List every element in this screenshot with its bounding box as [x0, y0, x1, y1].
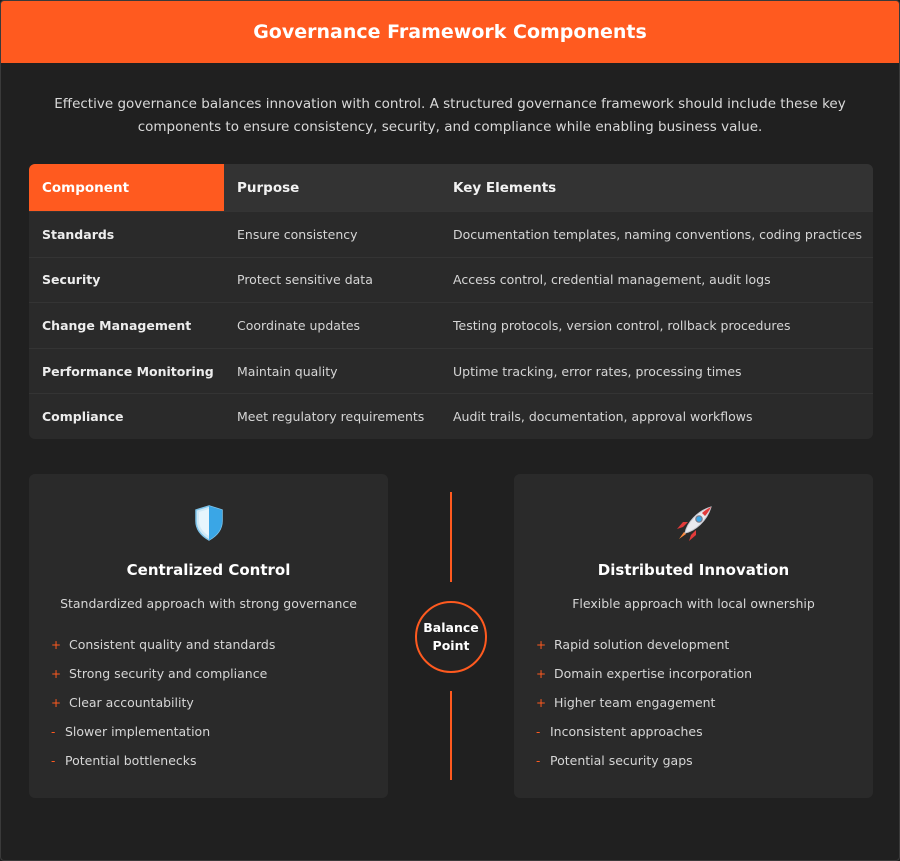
table-row	[29, 257, 873, 303]
cell-purpose: Ensure consistency	[237, 226, 358, 242]
list-item-text: Rapid solution development	[554, 637, 730, 652]
list-item-text: Domain expertise incorporation	[554, 666, 753, 681]
table-row	[29, 302, 873, 348]
centralized-control-card	[29, 474, 388, 798]
list-item	[536, 630, 752, 659]
plus-mark: +	[536, 637, 547, 652]
distributed-innovation-card	[514, 474, 873, 798]
card-title: Centralized Control	[126, 561, 291, 579]
cell-component: Standards	[42, 226, 115, 242]
page-title-bar	[1, 1, 899, 63]
list-item	[51, 717, 275, 746]
list-item-text: Consistent quality and standards	[69, 637, 276, 652]
cell-purpose: Protect sensitive data	[237, 272, 373, 288]
components-table	[29, 164, 873, 439]
table-row	[29, 211, 873, 257]
list-item-text: Potential bottlenecks	[65, 753, 197, 768]
header-purpose: Purpose	[237, 179, 300, 196]
list-item-text: Higher team engagement	[554, 695, 716, 710]
minus-mark: -	[536, 724, 541, 739]
list-item	[536, 688, 752, 717]
list-item	[51, 630, 275, 659]
plus-mark: +	[51, 695, 62, 710]
cell-component: Performance Monitoring	[42, 363, 214, 379]
list-item	[51, 688, 275, 717]
card-subtitle: Standardized approach with strong governance	[60, 596, 357, 611]
list-item-text: Potential security gaps	[550, 753, 693, 768]
cell-key-elements: Documentation templates, naming conventions, coding practices	[453, 226, 862, 242]
intro-text: Effective governance balances innovation with control. A structured governance framework should include these key components to ensure consistency, security, and compliance while enabling business value.	[54, 96, 846, 135]
plus-mark: +	[536, 666, 547, 681]
cell-key-elements: Testing protocols, version control, rollback procedures	[453, 317, 791, 333]
cell-key-elements: Uptime tracking, error rates, processing times	[453, 363, 742, 379]
shield-icon	[194, 505, 224, 541]
page-title: Governance Framework Components	[253, 21, 647, 43]
plus-mark: +	[536, 695, 547, 710]
pros-cons-list	[536, 630, 752, 775]
minus-mark: -	[51, 724, 56, 739]
list-item-text: Strong security and compliance	[69, 666, 268, 681]
list-item-text: Inconsistent approaches	[550, 724, 703, 739]
cell-key-elements: Access control, credential management, audit logs	[453, 272, 771, 288]
pros-cons-list	[51, 630, 275, 775]
list-item-text: Clear accountability	[69, 695, 194, 710]
list-item	[536, 659, 752, 688]
card-subtitle: Flexible approach with local ownership	[572, 596, 815, 611]
header-key-elements: Key Elements	[453, 179, 557, 196]
plus-mark: +	[51, 666, 62, 681]
balance-point-badge	[415, 601, 487, 673]
cell-purpose: Coordinate updates	[237, 317, 361, 333]
plus-mark: +	[51, 637, 62, 652]
divider-line-bottom	[450, 691, 452, 780]
list-item	[536, 746, 752, 775]
cell-key-elements: Audit trails, documentation, approval workflows	[453, 409, 753, 425]
divider-line-top	[450, 492, 452, 582]
rocket-icon	[675, 505, 713, 543]
cell-purpose: Maintain quality	[237, 363, 338, 379]
list-item	[51, 746, 275, 775]
cell-component: Compliance	[42, 409, 124, 425]
cell-component: Security	[42, 272, 101, 288]
balance-point-label: Balance Point	[423, 620, 479, 653]
table-row	[29, 348, 873, 394]
list-item	[51, 659, 275, 688]
minus-mark: -	[51, 753, 56, 768]
table-header	[29, 164, 873, 211]
minus-mark: -	[536, 753, 541, 768]
list-item-text: Slower implementation	[65, 724, 211, 739]
card-title: Distributed Innovation	[597, 561, 790, 579]
table-row	[29, 393, 873, 439]
list-item	[536, 717, 752, 746]
cell-component: Change Management	[42, 317, 192, 333]
cell-purpose: Meet regulatory requirements	[237, 409, 425, 425]
header-component: Component	[29, 164, 224, 211]
